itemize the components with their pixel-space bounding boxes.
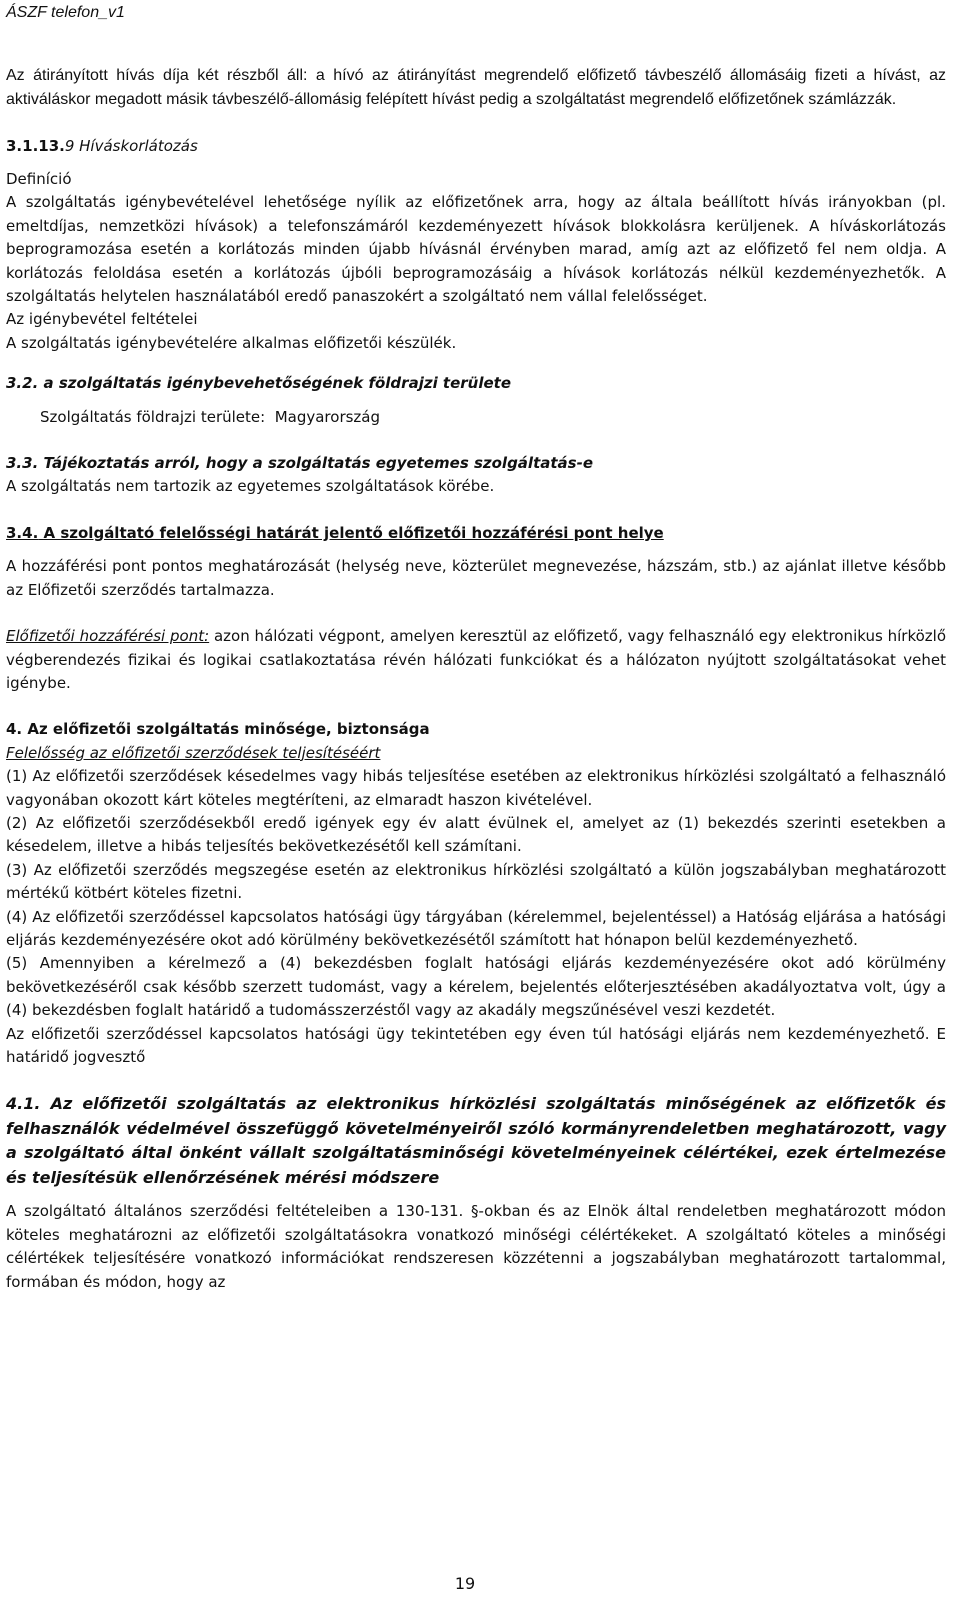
conditions-label: Az igénybevétel feltételei <box>6 310 198 329</box>
section-number: 4.1. <box>6 1094 41 1114</box>
liability-paragraph-2: (2) Az előfizetői szerződésekből eredő igények egy év alatt évülnek el, amelyet az (1) bekezdés szerinti esetekben a késedelem, illetve a hibás teljesítés bekövetkezésétől kell számítani. <box>6 813 946 856</box>
section-3-2-heading <box>6 372 946 395</box>
section-number: 3.2. <box>6 374 39 393</box>
liability-paragraph-4: (4) Az előfizetői szerződéssel kapcsolatos hatósági ügy tárgyában (kérelemmel, bejelentéssel) a Hatóság eljárása a hatósági eljárás kezdeményezésére okot adó körülmény bekövetkezésétől számított hat hónapon belül kezdeményezhető. <box>6 907 946 949</box>
section-number: 3.1.13. <box>6 136 65 155</box>
section-number: 3.3. <box>6 454 39 473</box>
geographic-area-text: Szolgáltatás földrajzi területe: Magyarország <box>40 407 381 426</box>
liability-paragraph-5: (5) Amennyiben a kérelmező a (4) bekezdésben foglalt hatósági eljárás kezdeményezésére okot adó körülmény bekövetkezéséről csak később szerzett tudomást, vagy a kérelem, bejelentés előterjesztésében akadályoztatva volt, úgy a (4) bekezdésben foglalt határidő a tudomásszerzéstől vagy az akadály megszűnésével veszi kezdetét. <box>6 954 946 1020</box>
universal-service-text: A szolgáltatás nem tartozik az egyetemes szolgáltatások körébe. <box>6 477 495 496</box>
definition-text: azon hálózati végpont, amelyen keresztül az előfizető, vagy felhasználó egy elektronikus hírközlő végberendezés fizikai és logikai csatlakoztatása révén hálózati funkciókat és a hálózaton nyújtott szolgáltatásokat vehet igénybe. <box>6 627 946 692</box>
section-4-heading: 4. Az előfizetői szolgáltatás minősége, biztonsága <box>6 720 430 739</box>
quality-targets-paragraph: A szolgáltató általános szerződési feltételeiben a 130-131. §-okban és az Elnök által rendeletben meghatározott módon köteles meghatározni az előfizetői szolgáltatásokra vonatkozó minőségi célértékeket. A szolgáltató köteles a minőségi célértékek teljesítésére vonatkozó információkat rendszeresen közzétenni a jogszabályban meghatározott tartalommal, formában és módon, hogy az <box>6 1202 946 1291</box>
definition-term: Előfizetői hozzáférési pont: <box>6 627 210 646</box>
section-title: A szolgáltató felelősségi határát jelentő előfizetői hozzáférési pont helye <box>43 523 664 542</box>
document-body <box>6 64 946 1294</box>
liability-paragraph-6: Az előfizetői szerződéssel kapcsolatos hatósági ügy tekintetében egy éven túl hatósági eljárás nem kezdeményezhető. E határidő jogvesztő <box>6 1024 946 1066</box>
liability-paragraph-1: (1) Az előfizetői szerződések késedelmes vagy hibás teljesítése esetében az elektronikus hírközlési szolgáltató a felhasználó vagyonában okozott kárt köteles megtéríteni, az elmaradt haszon kivételével. <box>6 767 946 809</box>
section-3-1-13-heading <box>6 135 946 158</box>
section-title: 9 Híváskorlátozás <box>64 136 198 155</box>
section-title: a szolgáltatás igénybevehetőségének földrajzi területe <box>43 374 512 393</box>
definition-paragraph: A szolgáltatás igénybevételével lehetősége nyílik az előfizetőnek arra, hogy az általa beállított hívás irányokban (pl. emeltdíjas, nemzetközi hívások) a telefonszámáról kezdeményezett hívások blokkolásra kerüljenek. A híváskorlátozás beprogramozása esetén a korlátozás minden újabb hívásnál érvényben marad, amíg azt az előfizető fel nem oldja. A korlátozás feloldása esetén a korlátozás újbóli beprogramozásáig a hívások korlátozás nélkül kezdeményezhetők. A szolgáltatás helytelen használatából eredő panaszokért a szolgáltató nem vállal felelősséget. <box>6 193 946 306</box>
section-3-3-heading <box>6 452 946 475</box>
conditions-paragraph: A szolgáltatás igénybevételére alkalmas előfizetői készülék. <box>6 333 457 352</box>
definition-label: Definíció <box>6 170 72 188</box>
liability-paragraph-3: (3) Az előfizetői szerződés megszegése esetén az elektronikus hírközlési szolgáltató a külön jogszabályban meghatározott mértékű kötbért köteles fizetni. <box>6 860 946 903</box>
access-point-paragraph: A hozzáférési pont pontos meghatározását (helység neve, közterület megnevezése, házszám, stb.) az ajánlat illetve később az Előfizetői szerződés tartalmazza. <box>6 557 946 599</box>
section-4-subtitle: Felelősség az előfizetői szerződések teljesítéséért <box>6 743 381 762</box>
section-title: Tájékoztatás arról, hogy a szolgáltatás egyetemes szolgáltatás-e <box>43 454 593 473</box>
section-4-1-heading <box>6 1092 946 1190</box>
section-title: Az előfizetői szolgáltatás az elektronikus hírközlési szolgáltatás minőségének az előfizetők és felhasználók védelmével összefüggő követelményeiről szóló kormányrendeletben meghatározott, vagy a szolgáltató által önként vállalt szolgáltatásminőségi követelményeinek célértékei, ezek értelmezése és teljesítésük ellenőrzésének mérési módszere <box>6 1094 946 1187</box>
access-point-definition <box>6 625 946 695</box>
redirect-fee-paragraph: Az átirányított hívás díja két részből áll: a hívó az átirányítást megrendelő előfizető távbeszélő állomásáig fizeti a hívást, az aktiváláskor megadott másik távbeszélő-állomásig felépített hívást pedig a szolgáltatást megrendelő előfizetőnek számlázzák. <box>6 67 946 108</box>
page-number: 19 <box>454 1574 476 1593</box>
document-header: ÁSZF telefon_v1 <box>6 4 125 21</box>
section-3-4-heading <box>6 522 946 545</box>
section-number: 3.4. <box>6 523 39 542</box>
